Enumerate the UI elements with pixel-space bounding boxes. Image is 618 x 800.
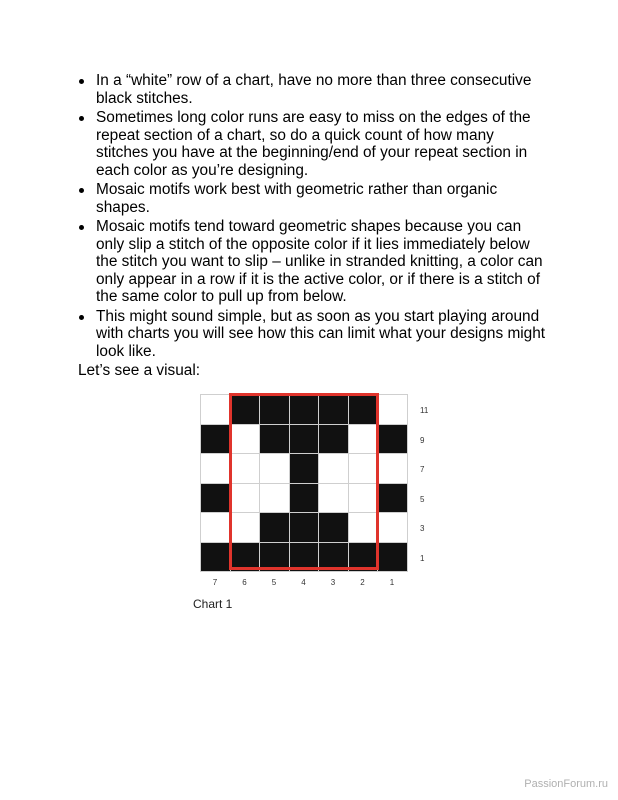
chart-cell xyxy=(231,543,261,573)
chart-cell xyxy=(319,425,349,455)
chart-cell xyxy=(201,484,231,514)
bullet-icon xyxy=(79,116,84,121)
chart-cell xyxy=(231,454,261,484)
chart-cell xyxy=(378,425,408,455)
list-item xyxy=(96,109,548,179)
chart-cell xyxy=(290,484,320,514)
list-item-text: Mosaic motifs work best with geometric rather than organic shapes. xyxy=(96,181,498,216)
column-number-label: 1 xyxy=(389,578,395,587)
chart-cell xyxy=(349,484,379,514)
watermark: PassionForum.ru xyxy=(524,778,608,790)
chart-cell xyxy=(290,543,320,573)
intro-text: Let’s see a visual: xyxy=(78,362,201,379)
column-number-label: 7 xyxy=(212,578,218,587)
chart-cell xyxy=(201,543,231,573)
chart-cell xyxy=(260,395,290,425)
bullet-icon xyxy=(79,225,84,230)
bullet-icon xyxy=(79,315,84,320)
chart-cell xyxy=(349,425,379,455)
chart-cell xyxy=(319,543,349,573)
chart-cell xyxy=(290,513,320,543)
column-number-label: 2 xyxy=(360,578,365,587)
column-number-label: 4 xyxy=(301,578,306,587)
chart-cell xyxy=(378,543,408,573)
chart-cell xyxy=(260,543,290,573)
chart-cell xyxy=(349,395,379,425)
chart-cell xyxy=(290,454,320,484)
chart-grid xyxy=(200,394,408,572)
list-item-text: This might sound simple, but as soon as you start playing around with charts you will see how this can limit what your designs might look like. xyxy=(96,307,546,360)
bullet-icon xyxy=(79,79,84,84)
column-number-label: 5 xyxy=(271,578,277,587)
chart-cell xyxy=(290,425,320,455)
chart-cell xyxy=(319,513,349,543)
list-item xyxy=(96,181,548,216)
chart-cell xyxy=(201,454,231,484)
chart-caption: Chart 1 xyxy=(193,597,233,611)
list-item-text: Sometimes long color runs are easy to miss on the edges of the repeat section of a chart, so do a quick count of how many stitches you have at the beginning/end of your repeat section in each color as you’re designing. xyxy=(96,109,531,179)
chart-cell xyxy=(201,425,231,455)
row-number-label: 3 xyxy=(420,524,425,533)
chart-cell xyxy=(349,454,379,484)
chart-cell xyxy=(201,395,231,425)
bullet-icon xyxy=(79,188,84,193)
chart-cell xyxy=(378,454,408,484)
row-number-label: 5 xyxy=(420,494,425,504)
chart-cell xyxy=(260,484,290,514)
chart-cell xyxy=(319,484,349,514)
chart-cell xyxy=(260,454,290,484)
chart-cell xyxy=(319,395,349,425)
column-number-label: 3 xyxy=(330,578,336,587)
list-item xyxy=(96,218,548,306)
row-number-label: 9 xyxy=(420,435,425,445)
chart-cell xyxy=(231,395,261,425)
chart-cell xyxy=(231,484,261,514)
chart-cell xyxy=(378,395,408,425)
chart-cell xyxy=(349,513,379,543)
list-item xyxy=(96,72,548,107)
chart-cell xyxy=(378,484,408,514)
chart-cell xyxy=(290,395,320,425)
chart-cell xyxy=(378,513,408,543)
row-number-label: 1 xyxy=(420,553,425,563)
list-item-text: In a “white” row of a chart, have no more than three consecutive black stitches. xyxy=(96,72,532,107)
tips-list xyxy=(78,72,548,360)
chart-cell xyxy=(349,543,379,573)
row-number-label: 11 xyxy=(420,406,429,415)
chart-cell xyxy=(201,513,231,543)
chart-cell xyxy=(260,425,290,455)
list-item-text: Mosaic motifs tend toward geometric shapes because you can only slip a stitch of the opposite color if it lies immediately below the stitch you want to slip – unlike in stranded knitting, a color can only appear in a row if it is the active color, or if there is a stitch of the same color to pull up from below. xyxy=(96,218,543,305)
column-number-label: 6 xyxy=(242,578,247,587)
document-body xyxy=(78,72,548,380)
list-item xyxy=(96,308,548,361)
knitting-chart xyxy=(200,394,429,587)
chart-cell xyxy=(260,513,290,543)
chart-cell xyxy=(231,425,261,455)
row-number-label: 7 xyxy=(420,465,425,474)
chart-cell xyxy=(319,454,349,484)
chart-cell xyxy=(231,513,261,543)
